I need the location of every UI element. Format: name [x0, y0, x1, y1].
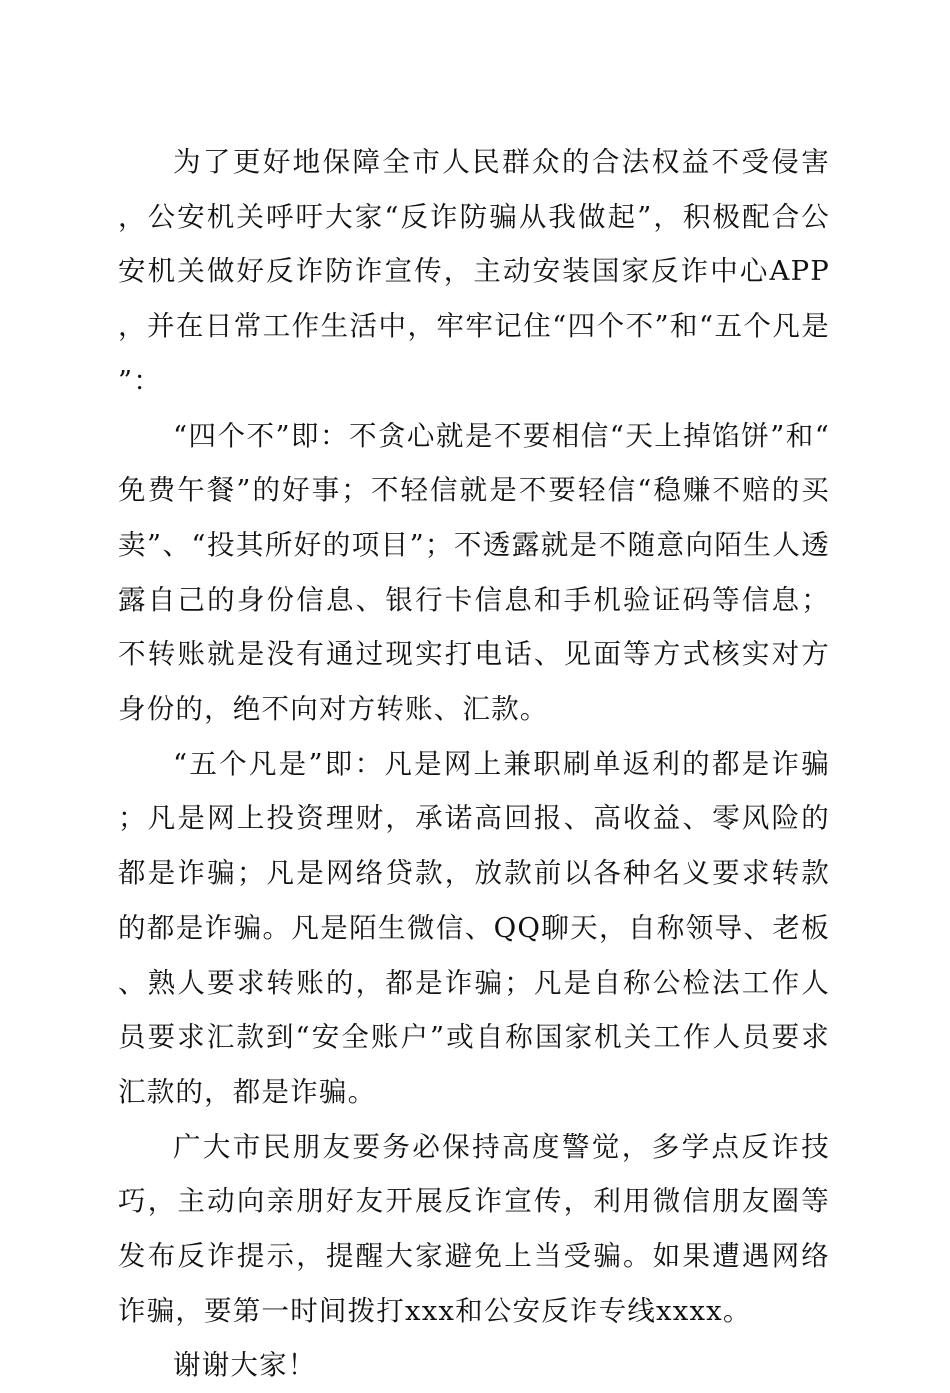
paragraph-call-to-action: 广大市民朋友要务必保持高度警觉，多学点反诈技巧，主动向亲朋好友开展反诈宣传，利用微信朋友圈等发布反诈提示，提醒大家避免上当受骗。如果遭遇网络诈骗，要第一时间拨打xxx和公安反诈专线xxxx。 — [118, 1130, 830, 1327]
paragraph-five-alls: “五个凡是”即：凡是网上兼职刷单返利的都是诈骗；凡是网上投资理财，承诺高回报、高收益、零风险的都是诈骗；凡是网络贷款，放款前以各种名义要求转款的都是诈骗。凡是陌生微信、QQ聊天，自称领导、老板、熟人要求转账的，都是诈骗；凡是自称公检法工作人员要求汇款到“安全账户”或自称国家机关工作人员要求汇款的，都是诈骗。 — [118, 747, 830, 1108]
document-body — [118, 135, 830, 1393]
paragraph-four-nos: “四个不”即：不贪心就是不要相信“天上掉馅饼”和“免费午餐”的好事；不轻信就是不要轻信“稳赚不赔的买卖”、“投其所好的项目”；不透露就是不随意向陌生人透露自己的身份信息、银行卡信息和手机验证码等信息；不转账就是没有通过现实打电话、见面等方式核实对方身份的，绝不向对方转账、汇款。 — [118, 419, 830, 726]
paragraph-intro: 为了更好地保障全市人民群众的合法权益不受侵害，公安机关呼吁大家“反诈防骗从我做起”，积极配合公安机关做好反诈防诈宣传，主动安装国家反诈中心APP，并在日常工作生活中，牢牢记住“四个不”和“五个凡是”： — [118, 146, 830, 397]
paragraph-closing: 谢谢大家！ — [173, 1349, 317, 1382]
